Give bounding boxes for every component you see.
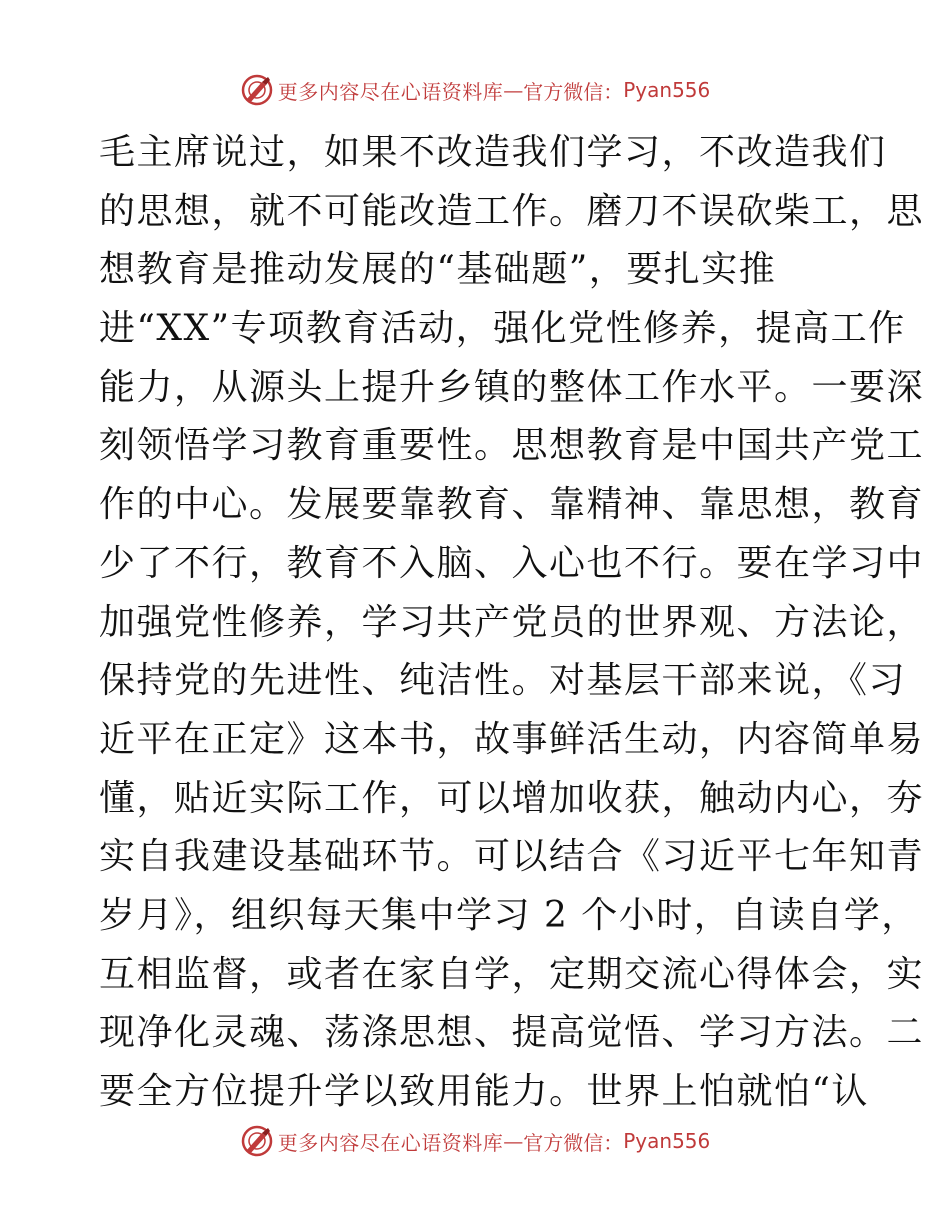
- footer-banner: [0, 1121, 950, 1161]
- body-line: 毛主席说过，如果不改造我们学习，不改造我们: [99, 132, 887, 173]
- body-line: 刻领悟学习教育重要性。思想教育是中国共产党工: [99, 425, 925, 467]
- pen-logo-icon: [240, 1124, 274, 1158]
- body-line: 懂，贴近实际工作，可以增加收获，触动内心，夯: [99, 777, 925, 819]
- header-banner-content: [240, 73, 711, 107]
- footer-banner-content: [240, 1124, 711, 1158]
- body-line: 实自我建设基础环节。可以结合《习近平七年知青: [99, 836, 925, 878]
- header-wechat-id: Pyan556: [623, 78, 711, 102]
- header-banner: [0, 70, 950, 110]
- body-line: 进“XX”专项教育活动，强化党性修养，提高工作: [99, 308, 906, 350]
- header-wechat-label: 官方微信：: [523, 79, 624, 104]
- body-line: 作的中心。发展要靠教育、靠精神、靠思想，教育: [99, 484, 925, 526]
- footer-wechat-id: Pyan556: [623, 1129, 711, 1153]
- footer-banner-dash: —: [503, 1129, 524, 1153]
- body-line: 近平在正定》这本书，故事鲜活生动，内容简单易: [99, 718, 925, 760]
- body-line: 加强党性修养，学习共产党员的世界观、方法论，: [99, 601, 925, 643]
- body-line: 互相监督，或者在家自学，定期交流心得体会，实: [99, 953, 925, 995]
- header-banner-dash: —: [503, 78, 524, 102]
- body-line: 保持党的先进性、纯洁性。对基层干部来说，《习: [99, 660, 907, 702]
- body-text: [99, 124, 925, 1122]
- body-line: 的思想，就不可能改造工作。磨刀不误砍柴工，思: [99, 190, 925, 232]
- body-line: 要全方位提升学以致用能力。世界上怕就怕“认: [99, 1071, 869, 1112]
- body-line: 现净化灵魂、荡涤思想、提高觉悟、学习方法。二: [99, 1012, 925, 1054]
- body-line: 少了不行，教育不入脑、入心也不行。要在学习中: [99, 542, 925, 584]
- header-banner-text: 更多内容尽在心语资料库: [277, 79, 504, 104]
- footer-wechat-label: 官方微信：: [523, 1130, 624, 1155]
- footer-banner-text: 更多内容尽在心语资料库: [277, 1130, 504, 1155]
- pen-logo-icon: [240, 73, 274, 107]
- body-line: 想教育是推动发展的“基础题”，要扎实推: [99, 249, 777, 291]
- body-line: 能力，从源头上提升乡镇的整体工作水平。一要深: [99, 366, 925, 408]
- body-line: 岁月》，组织每天集中学习 2 个小时，自读自学，: [99, 894, 919, 936]
